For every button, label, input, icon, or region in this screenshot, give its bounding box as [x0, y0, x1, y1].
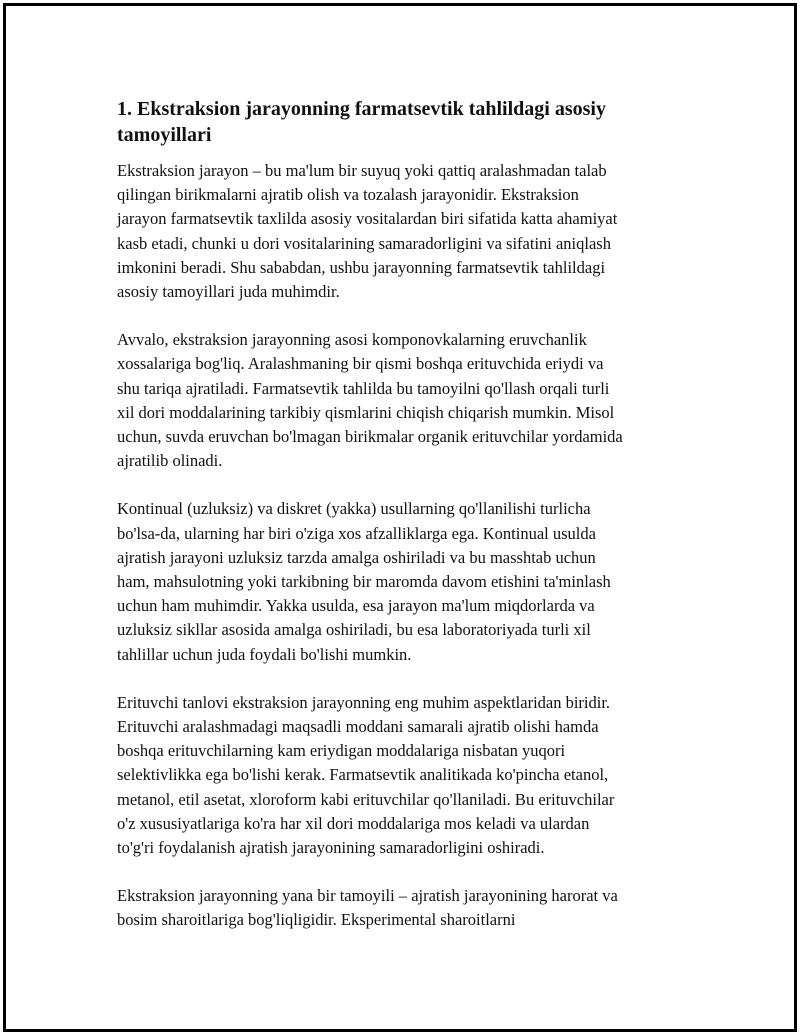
paragraph-4: Erituvchi tanlovi ekstraksion jarayonning eng muhim aspektlaridan biridir. Erituvchi aralashmadagi maqsadli moddani samarali ajratib olishi hamda boshqa erituvchilarning kam eriydigan moddalariga nisbatan yuqori selektivlikka ega bo'lishi kerak. Farmatsevtik analitikada ko'pincha etanol, metanol, etil asetat, xloroform kabi erituvchilar qo'llaniladi. Bu erituvchilar o'z xususiyatlariga ko'ra har xil dori moddalariga mos keladi va ulardan to'g'ri foydalanish ajratish jarayonining samaradorligini oshiradi.	[117, 692, 615, 858]
paragraph-2: Avvalo, ekstraksion jarayonning asosi komponovkalarning eruvchanlik xossalariga bog'liq. Aralashmaning bir qismi boshqa erituvchida eriydi va shu tariqa ajratiladi. Farmatsevtik tahlilda bu tamoyilni qo'llash orqali turli xil dori moddalarining tarkibiy qismlarini chiqish chiqarish mumkin. Misol uchun, suvda eruvchan bo'lmagan birikmalar organik erituvchilar yordamida ajratilib olinadi.	[117, 330, 623, 471]
paragraph-1: Ekstraksion jarayon – bu ma'lum bir suyuq yoki qattiq aralashmadan talab qilingan birikmalarni ajratib olish va tozalash jarayonidir. Ekstraksion jarayon farmatsevtik taxlilda asosiy vositalardan biri sifatida katta ahamiyat kasb etadi, chunki u dori vositalarining samaradorligini va sifatini aniqlash imkonini beradi. Shu sababdan, ushbu jarayonning farmatsevtik tahlildagi asosiy tamoyillari juda muhimdir.	[117, 161, 618, 302]
document-body	[117, 96, 683, 957]
paragraph-5: Ekstraksion jarayonning yana bir tamoyili – ajratish jarayonining harorat va bosim sharoitlariga bog'liqligidir. Eksperimental sharoitlarni	[117, 886, 618, 930]
paragraph-3: Kontinual (uzluksiz) va diskret (yakka) usullarning qo'llanilishi turlicha bo'lsa-da, ularning har biri o'ziga xos afzalliklarga ega. Kontinual usulda ajratish jarayoni uzluksiz tarzda amalga oshiriladi va bu masshtab uchun ham, mahsulotning yoki tarkibning bir maromda davom etishini ta'minlash uchun ham muhimdir. Yakka usulda, esa jarayon ma'lum miqdorlarda va uzluksiz sikllar asosida amalga oshiriladi, bu esa laboratoriyada turli xil tahlillar uchun juda foydali bo'lishi mumkin.	[117, 499, 611, 664]
section-heading: 1. Ekstraksion jarayonning farmatsevtik tahlildagi asosiy tamoyillari	[117, 98, 606, 146]
